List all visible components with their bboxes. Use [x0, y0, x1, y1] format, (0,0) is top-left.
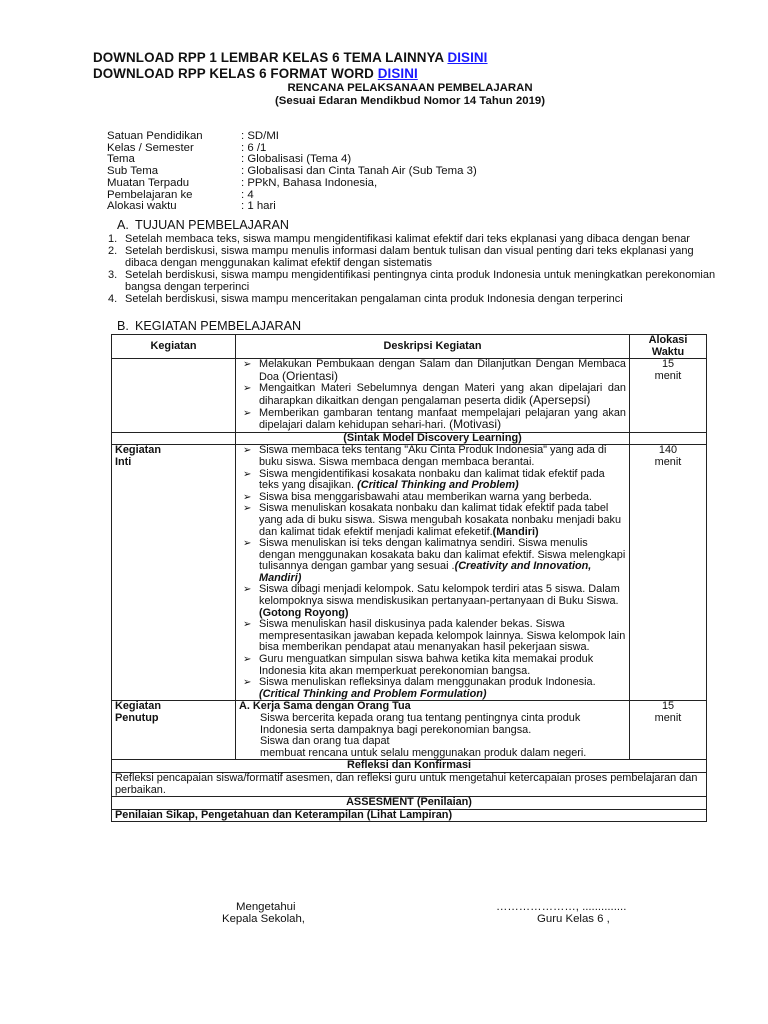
row-sintak — [112, 432, 707, 445]
identity-label: Muatan Terpadu — [107, 176, 190, 189]
arrow-bullet-icon: ➢ — [243, 619, 252, 631]
identity-row — [107, 201, 477, 213]
goal-text: Setelah membaca teks, siswa mampu mengidentifikasi kalimat efektif dari teks ekplanasi yang dibaca dengan benar — [125, 233, 690, 245]
arrow-bullet-icon: ➢ — [243, 654, 252, 666]
goal-text: Setelah berdiskusi, siswa mampu menulis informasi dalam bentuk tulisan dan visual penting dari teks ekplanasi yang dibaca dengan menggunakan kalimat efektif dengan sistematis — [125, 245, 694, 269]
refleksi-text: Refleksi pencapaian siswa/formatif asesmen, dan refleksi guru untuk mengetahui ketercapaian proses pembelajaran dan perbaikan. — [112, 772, 707, 796]
list-item: ➢ Siswa bisa menggarisbawahi atau memberikan warna yang berbeda. — [243, 490, 592, 503]
identity-value: : Globalisasi (Tema 4) — [241, 153, 352, 166]
row-refleksi-text — [112, 772, 707, 796]
assesment-header: ASSESMENT (Penilaian) — [112, 797, 707, 810]
list-item: ➢ Siswa menuliskan refleksinya dalam menggunakan produk Indonesia.(Critical Thinking and Problem Formulation) — [243, 676, 596, 700]
identity-row — [107, 131, 477, 143]
arrow-bullet-icon: ➢ — [243, 407, 252, 419]
signature-right-1: …………………, .............. — [496, 901, 627, 913]
assesment-text: Penilaian Sikap, Pengetahuan dan Keterampilan (Lihat Lampiran) — [112, 809, 707, 822]
pendahuluan-alloc-cell: 15 menit — [630, 359, 707, 433]
identity-label: Alokasi waktu — [107, 200, 177, 213]
row-assesment-header — [112, 797, 707, 810]
header-alokasi: Alokasi Waktu — [630, 335, 707, 359]
identity-value: : 6 /1 — [241, 141, 267, 154]
header-kegiatan: Kegiatan — [112, 335, 236, 359]
arrow-bullet-icon: ➢ — [243, 491, 252, 503]
section-a-number: A. — [117, 218, 129, 232]
pendahuluan-label-cell — [112, 359, 236, 433]
list-item: ➢ Siswa menuliskan hasil diskusinya pada kalender bekas. Siswa mempresentasikan jawaban kepada kelompok lainnya. Siswa kelompok lain bisa memberikan pendapat atau menanyakan hasil pekerjaan siswa. — [243, 618, 626, 654]
goal-number: 2. — [108, 245, 118, 257]
download-text-2: DOWNLOAD RPP KELAS 6 FORMAT WORD — [93, 66, 378, 81]
identity-value: : PPkN, Bahasa Indonesia, — [241, 176, 378, 189]
penutup-label-cell: Kegiatan Penutup — [112, 701, 236, 760]
goal-item — [108, 269, 723, 293]
row-assesment-text — [112, 809, 707, 822]
identity-label: Tema — [107, 153, 135, 166]
goals-list — [108, 233, 723, 305]
download-link-2[interactable]: DISINI — [377, 66, 418, 81]
header-deskripsi: Deskripsi Kegiatan — [236, 335, 630, 359]
inti-label-cell: Kegiatan Inti — [112, 445, 236, 701]
arrow-bullet-icon: ➢ — [243, 359, 252, 371]
arrow-bullet-icon: ➢ — [243, 445, 252, 457]
goal-text: Setelah berdiskusi, siswa mampu menceritakan pengalaman cinta produk Indonesia dengan terperinci — [125, 293, 623, 305]
arrow-bullet-icon: ➢ — [243, 584, 252, 596]
section-b-number: B. — [117, 319, 129, 333]
activities-table — [111, 334, 707, 822]
penutup-desc-cell: A. Kerja Sama dengan Orang Tua Siswa bercerita kepada orang tua tentang pentingnya cinta produk Indonesia serta dampaknya bagi perekonomian bangsa. Siswa dan orang tua dapat membuat rencana untuk selalu menggunakan produk dalam negeri. — [236, 701, 630, 760]
identity-value: : Globalisasi dan Cinta Tanah Air (Sub Tema 3) — [241, 165, 477, 178]
list-item: ➢ Melakukan Pembukaan dengan Salam dan Dilanjutkan Dengan Membaca Doa (Orientasi) — [243, 358, 626, 383]
section-b-heading — [117, 319, 301, 333]
identity-value: : 4 — [241, 188, 254, 201]
row-penutup — [112, 701, 707, 760]
section-a-heading — [117, 218, 289, 232]
inti-alloc-cell: 140 menit — [630, 445, 707, 701]
identity-label: Sub Tema — [107, 165, 159, 178]
identity-value: : SD/MI — [241, 130, 279, 142]
arrow-bullet-icon: ➢ — [243, 503, 252, 515]
sintak-label: (Sintak Model Discovery Learning) — [236, 432, 630, 445]
signature-right-2: Guru Kelas 6 , — [537, 913, 610, 925]
document-title: RENCANA PELAKSANAAN PEMBELAJARAN — [287, 82, 533, 94]
identity-label: Kelas / Semester — [107, 141, 194, 154]
row-refleksi-header — [112, 760, 707, 773]
row-inti — [112, 445, 707, 701]
list-item: ➢ Memberikan gambaran tentang manfaat mempelajari pelajaran yang akan dipelajari dalam kehidupan sehari-hari. (Motivasi) — [243, 406, 626, 432]
list-item: ➢ Siswa mengidentifikasi kosakata nonbaku dan kalimat tidak efektif pada teks yang disajikan. (Critical Thinking and Problem) — [243, 467, 605, 492]
refleksi-header: Refleksi dan Konfirmasi — [112, 760, 707, 773]
identity-label: Pembelajaran ke — [107, 188, 193, 201]
arrow-bullet-icon: ➢ — [243, 677, 252, 689]
penutup-alloc-cell: 15 menit — [630, 701, 707, 760]
download-line-1 — [93, 50, 488, 65]
goal-text: Setelah berdiskusi, siswa mampu mengidentifikasi pentingnya cinta produk Indonesia untuk meningkatkan perekonomian bangsa dengan terperinci — [125, 269, 716, 293]
signature-left-1: Mengetahui — [236, 901, 296, 913]
list-item: ➢ Guru menguatkan simpulan siswa bahwa ketika kita memakai produk Indonesia kita akan memperkuat perekonomian bangsa. — [243, 653, 594, 677]
signature-left-2: Kepala Sekolah, — [222, 913, 305, 925]
document-subtitle: (Sesuai Edaran Mendikbud Nomor 14 Tahun 2019) — [274, 95, 546, 107]
download-text-1: DOWNLOAD RPP 1 LEMBAR KELAS 6 TEMA LAINNYA — [93, 50, 448, 65]
list-item: ➢ Siswa membaca teks tentang "Aku Cinta Produk Indonesia" yang ada di buku siswa. Siswa membaca dengan membaca berantai. — [243, 444, 607, 468]
penutup-heading: A. Kerja Sama dengan Orang Tua — [239, 700, 411, 713]
list-item: ➢ Siswa menuliskan isi teks dengan kalimatnya sendiri. Siswa menulis dengan menggunakan kosakata baku dan kalimat efektif. Siswa melengkapi tulisannya dengan gambar yang sesuai .(Creativity and Innovation, Mandiri) — [243, 537, 626, 584]
identity-table — [107, 131, 477, 213]
identity-value: : 1 hari — [241, 200, 276, 213]
download-line-2 — [93, 66, 418, 81]
list-item: ➢ Mengaitkan Materi Sebelumnya dengan Materi yang akan dipelajari dan diharapkan dikaitkan dengan pengalaman peserta didik (Apersepsi) — [243, 382, 626, 407]
identity-label: Satuan Pendidikan — [107, 130, 203, 142]
table-header-row — [112, 335, 707, 359]
section-a-title: TUJUAN PEMBELAJARAN — [135, 218, 289, 232]
list-item: ➢ Siswa menuliskan kosakata nonbaku dan kalimat tidak efektif pada tabel yang ada di buku siswa. Siswa mengubah kosakata nonbaku menjadi baku dan kalimat tidak efektif menjadi kalimat efeketif.(Mandiri) — [243, 502, 622, 538]
inti-desc-cell — [236, 445, 630, 701]
row-pendahuluan — [112, 359, 707, 433]
section-b-title: KEGIATAN PEMBELAJARAN — [135, 319, 302, 333]
pendahuluan-desc-cell — [236, 359, 630, 433]
goal-number: 4. — [108, 293, 118, 305]
goal-item — [108, 233, 723, 245]
arrow-bullet-icon: ➢ — [243, 383, 252, 395]
list-item: ➢ Siswa dibagi menjadi kelompok. Satu kelompok terdiri atas 5 siswa. Dalam kelompoknya siswa mendiskusikan pertanyaan-pertanyaan di Buku Siswa.(Gotong Royong) — [243, 583, 620, 619]
goal-number: 1. — [108, 233, 118, 245]
download-link-1[interactable]: DISINI — [447, 50, 488, 65]
identity-row — [107, 178, 477, 190]
goal-item — [108, 293, 723, 305]
arrow-bullet-icon: ➢ — [243, 468, 252, 480]
goal-item — [108, 245, 723, 269]
goal-number: 3. — [108, 269, 118, 281]
arrow-bullet-icon: ➢ — [243, 538, 252, 550]
